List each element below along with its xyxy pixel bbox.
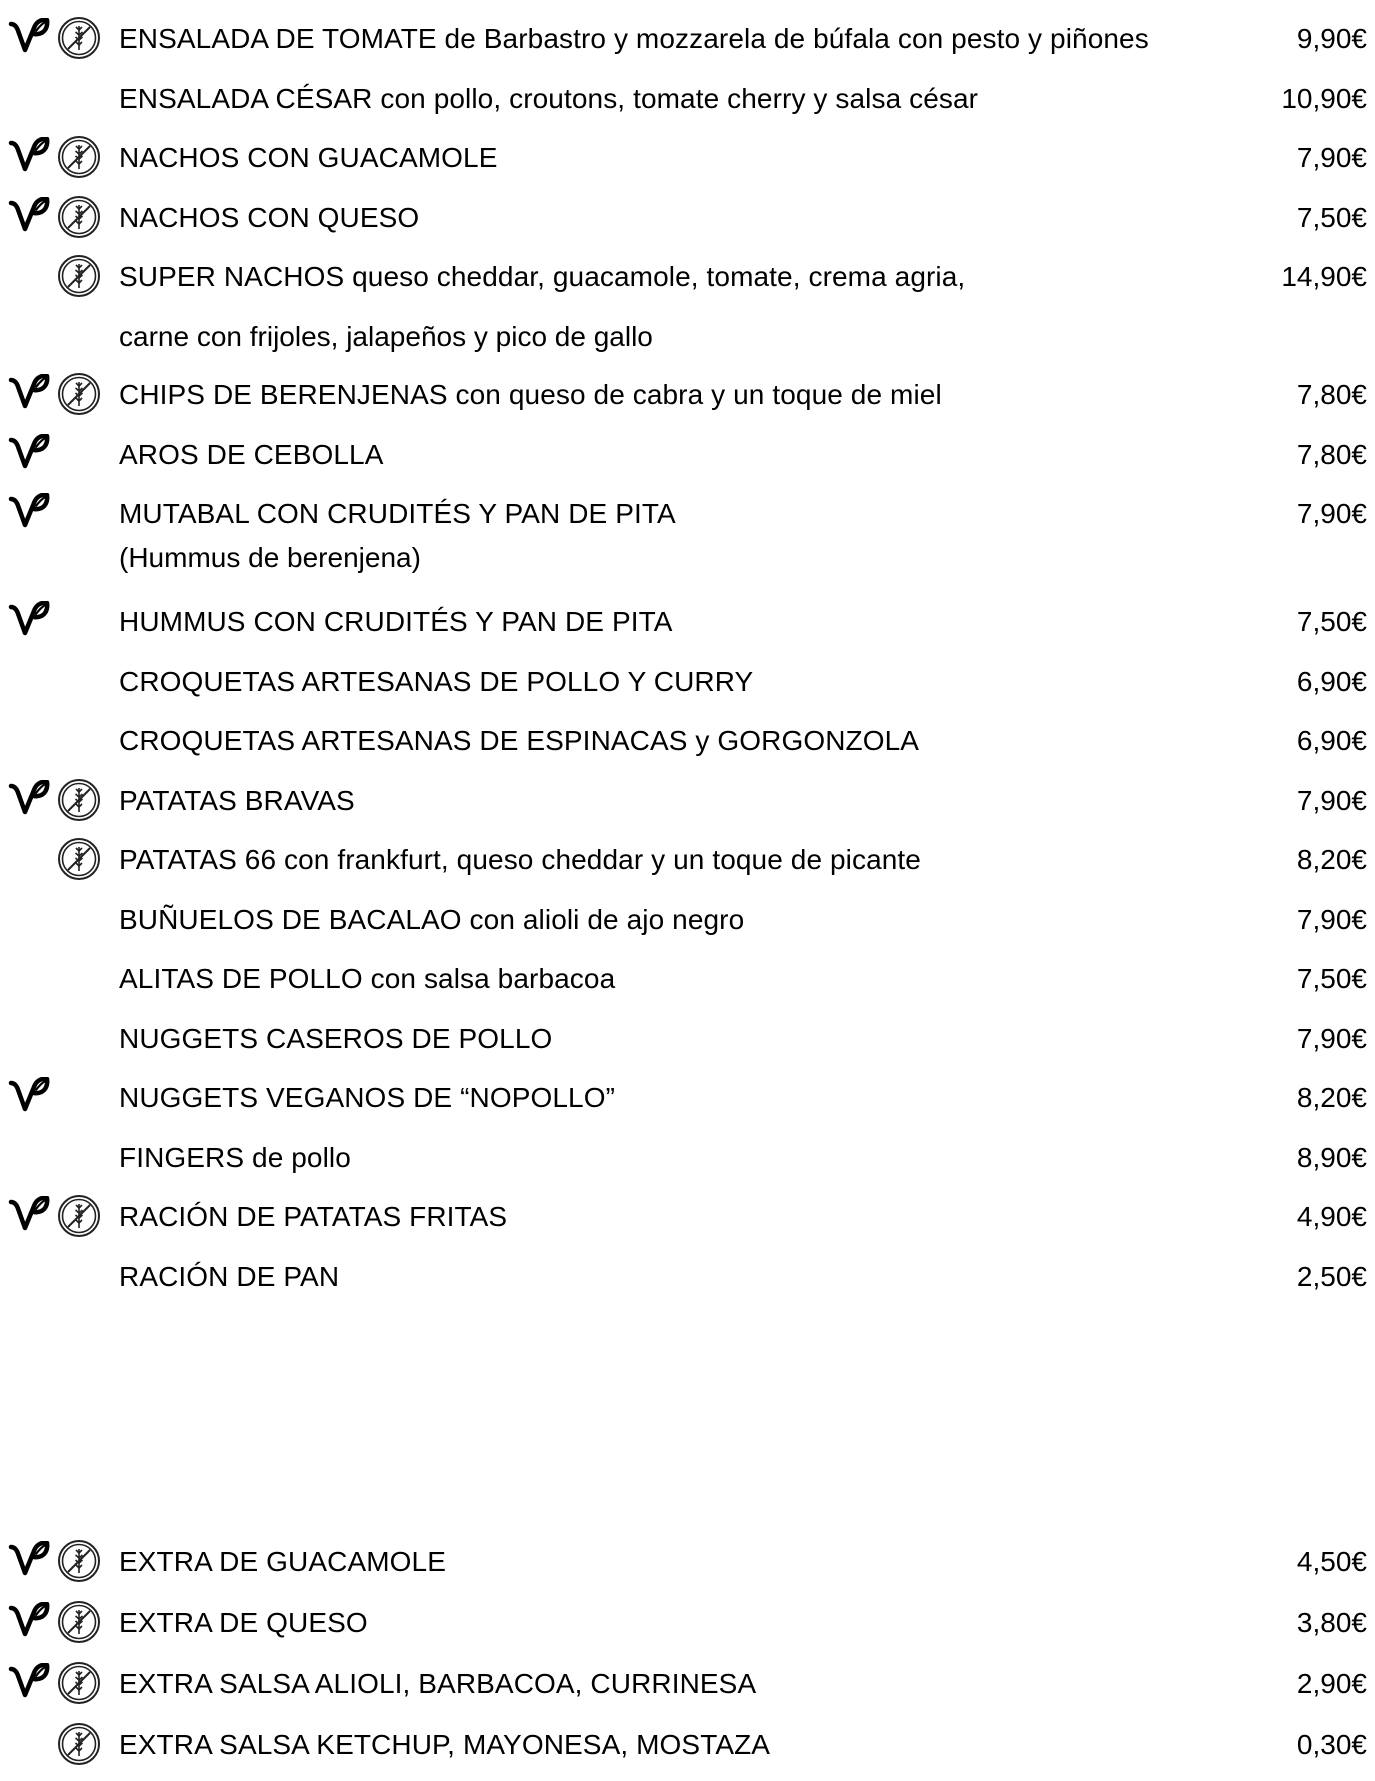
menu-item <box>0 72 1375 122</box>
item-name: RACIÓN DE PAN <box>119 1260 340 1292</box>
item-name: PATATAS BRAVAS <box>119 784 355 816</box>
gluten-free-icon <box>57 1194 101 1243</box>
item-name: ENSALADA CÉSAR con pollo, croutons, tomate cherry y salsa césar <box>119 82 979 114</box>
menu-item <box>0 655 1375 705</box>
item-name-line2: carne con frijoles, jalapeños y pico de gallo <box>119 321 653 352</box>
item-price: 6,90€ <box>1296 665 1367 697</box>
vegan-leaf-icon <box>8 18 50 63</box>
menu-item <box>0 12 1375 62</box>
item-price: 7,50€ <box>1296 963 1367 994</box>
item-price: 7,80€ <box>1296 438 1367 470</box>
item-price: 2,90€ <box>1296 1668 1367 1699</box>
item-icons <box>8 195 120 239</box>
item-icons <box>8 1661 120 1705</box>
item-icons <box>8 659 120 703</box>
item-icons <box>8 372 120 416</box>
item-icons <box>8 254 120 298</box>
gluten-free-icon <box>57 1722 101 1771</box>
item-icons <box>8 432 120 476</box>
item-price: 0,30€ <box>1296 1729 1367 1760</box>
item-icons <box>8 76 120 120</box>
item-price: 4,90€ <box>1296 1201 1367 1232</box>
menu-item <box>0 774 1375 824</box>
item-name: EXTRA DE GUACAMOLE <box>119 1546 446 1577</box>
item-price: 14,90€ <box>1281 261 1367 292</box>
item-icons <box>8 1016 120 1060</box>
vegan-leaf-icon <box>8 1541 50 1586</box>
item-price: 8,20€ <box>1296 1082 1367 1113</box>
menu-item <box>0 1071 1375 1121</box>
item-icons <box>8 491 120 535</box>
menu-item <box>0 595 1375 645</box>
item-price: 8,90€ <box>1296 1141 1367 1173</box>
gluten-free-icon <box>57 1539 101 1588</box>
item-icons <box>8 16 120 60</box>
item-price: 7,80€ <box>1296 379 1367 410</box>
item-price: 7,90€ <box>1296 498 1367 529</box>
extra-item <box>0 1657 1375 1707</box>
item-icons <box>8 1075 120 1119</box>
item-name: PATATAS 66 con frankfurt, queso cheddar y un toque de picante <box>119 844 921 875</box>
menu-item <box>0 1012 1375 1062</box>
item-price: 8,20€ <box>1296 844 1367 875</box>
item-price: 7,90€ <box>1296 142 1367 173</box>
item-name: BUÑUELOS DE BACALAO con alioli de ajo negro <box>119 903 745 935</box>
vegan-leaf-icon <box>8 434 50 479</box>
vegan-leaf-icon <box>8 601 50 646</box>
menu-item <box>0 191 1375 241</box>
item-name: HUMMUS CON CRUDITÉS Y PAN DE PITA <box>119 606 673 637</box>
item-name: EXTRA DE QUESO <box>119 1607 368 1638</box>
vegan-leaf-icon <box>8 137 50 182</box>
gluten-free-icon <box>57 1661 101 1710</box>
item-name: AROS DE CEBOLLA <box>119 438 384 470</box>
item-name: FINGERS de pollo <box>119 1141 351 1173</box>
item-name: SUPER NACHOS queso cheddar, guacamole, tomate, crema agria, <box>119 261 966 292</box>
item-name: ENSALADA DE TOMATE de Barbastro y mozzarela de búfala con pesto y piñones <box>119 23 1149 54</box>
item-name: CHIPS DE BERENJENAS con queso de cabra y un toque de miel <box>119 379 942 410</box>
vegan-leaf-icon <box>8 1196 50 1241</box>
vegan-leaf-icon <box>8 493 50 538</box>
item-name-line2: (Hummus de berenjena) <box>119 542 421 573</box>
gluten-free-icon <box>57 195 101 244</box>
item-price: 2,50€ <box>1296 1260 1367 1292</box>
item-icons <box>8 1194 120 1238</box>
item-price: 7,50€ <box>1296 201 1367 233</box>
vegan-leaf-icon <box>8 1077 50 1122</box>
item-price: 7,90€ <box>1296 903 1367 935</box>
item-icons <box>8 1254 120 1298</box>
item-name: EXTRA SALSA ALIOLI, BARBACOA, CURRINESA <box>119 1668 757 1699</box>
item-icons <box>8 135 120 179</box>
vegan-leaf-icon <box>8 1602 50 1647</box>
extra-item <box>0 1596 1375 1646</box>
menu-item <box>0 131 1375 181</box>
gluten-free-icon <box>57 372 101 421</box>
item-icons <box>8 718 120 762</box>
vegan-leaf-icon <box>8 374 50 419</box>
item-icons <box>8 1722 120 1766</box>
menu-item <box>0 368 1375 418</box>
item-price: 4,50€ <box>1296 1546 1367 1577</box>
menu-item <box>0 833 1375 883</box>
item-icons <box>8 1600 120 1644</box>
gluten-free-icon <box>57 254 101 303</box>
item-name: CROQUETAS ARTESANAS DE ESPINACAS y GORGONZOLA <box>119 725 920 756</box>
menu-item <box>0 1190 1375 1240</box>
item-price: 7,50€ <box>1296 606 1367 637</box>
item-name: CROQUETAS ARTESANAS DE POLLO Y CURRY <box>119 665 754 697</box>
item-name: NACHOS CON QUESO <box>119 201 420 233</box>
item-name: EXTRA SALSA KETCHUP, MAYONESA, MOSTAZA <box>119 1729 771 1760</box>
item-name: MUTABAL CON CRUDITÉS Y PAN DE PITA <box>119 498 676 529</box>
gluten-free-icon <box>57 1600 101 1649</box>
extra-item <box>0 1718 1375 1768</box>
gluten-free-icon <box>57 778 101 827</box>
item-price: 9,90€ <box>1296 23 1367 54</box>
item-icons <box>8 956 120 1000</box>
menu-item <box>0 487 1375 573</box>
extra-item <box>0 1535 1375 1585</box>
vegan-leaf-icon <box>8 1663 50 1708</box>
menu-item <box>0 250 1375 352</box>
gluten-free-icon <box>57 837 101 886</box>
menu-item <box>0 714 1375 764</box>
item-icons <box>8 599 120 643</box>
item-icons <box>8 897 120 941</box>
menu-item <box>0 1250 1375 1300</box>
item-price: 7,90€ <box>1296 1022 1367 1054</box>
gluten-free-icon <box>57 135 101 184</box>
gluten-free-icon <box>57 16 101 65</box>
menu-item <box>0 1131 1375 1181</box>
vegan-leaf-icon <box>8 780 50 825</box>
item-name: NUGGETS VEGANOS DE “NOPOLLO” <box>119 1082 615 1113</box>
item-icons <box>8 778 120 822</box>
item-icons <box>8 837 120 881</box>
item-price: 10,90€ <box>1281 82 1367 114</box>
item-price: 3,80€ <box>1296 1607 1367 1638</box>
item-name: NUGGETS CASEROS DE POLLO <box>119 1022 553 1054</box>
menu-item <box>0 952 1375 1002</box>
menu-item <box>0 428 1375 478</box>
item-name: NACHOS CON GUACAMOLE <box>119 142 498 173</box>
item-icons <box>8 1135 120 1179</box>
vegan-leaf-icon <box>8 197 50 242</box>
item-price: 6,90€ <box>1296 725 1367 756</box>
item-name: RACIÓN DE PATATAS FRITAS <box>119 1201 508 1232</box>
item-price: 7,90€ <box>1296 784 1367 816</box>
item-name: ALITAS DE POLLO con salsa barbacoa <box>119 963 616 994</box>
item-icons <box>8 1539 120 1583</box>
menu-item <box>0 893 1375 943</box>
